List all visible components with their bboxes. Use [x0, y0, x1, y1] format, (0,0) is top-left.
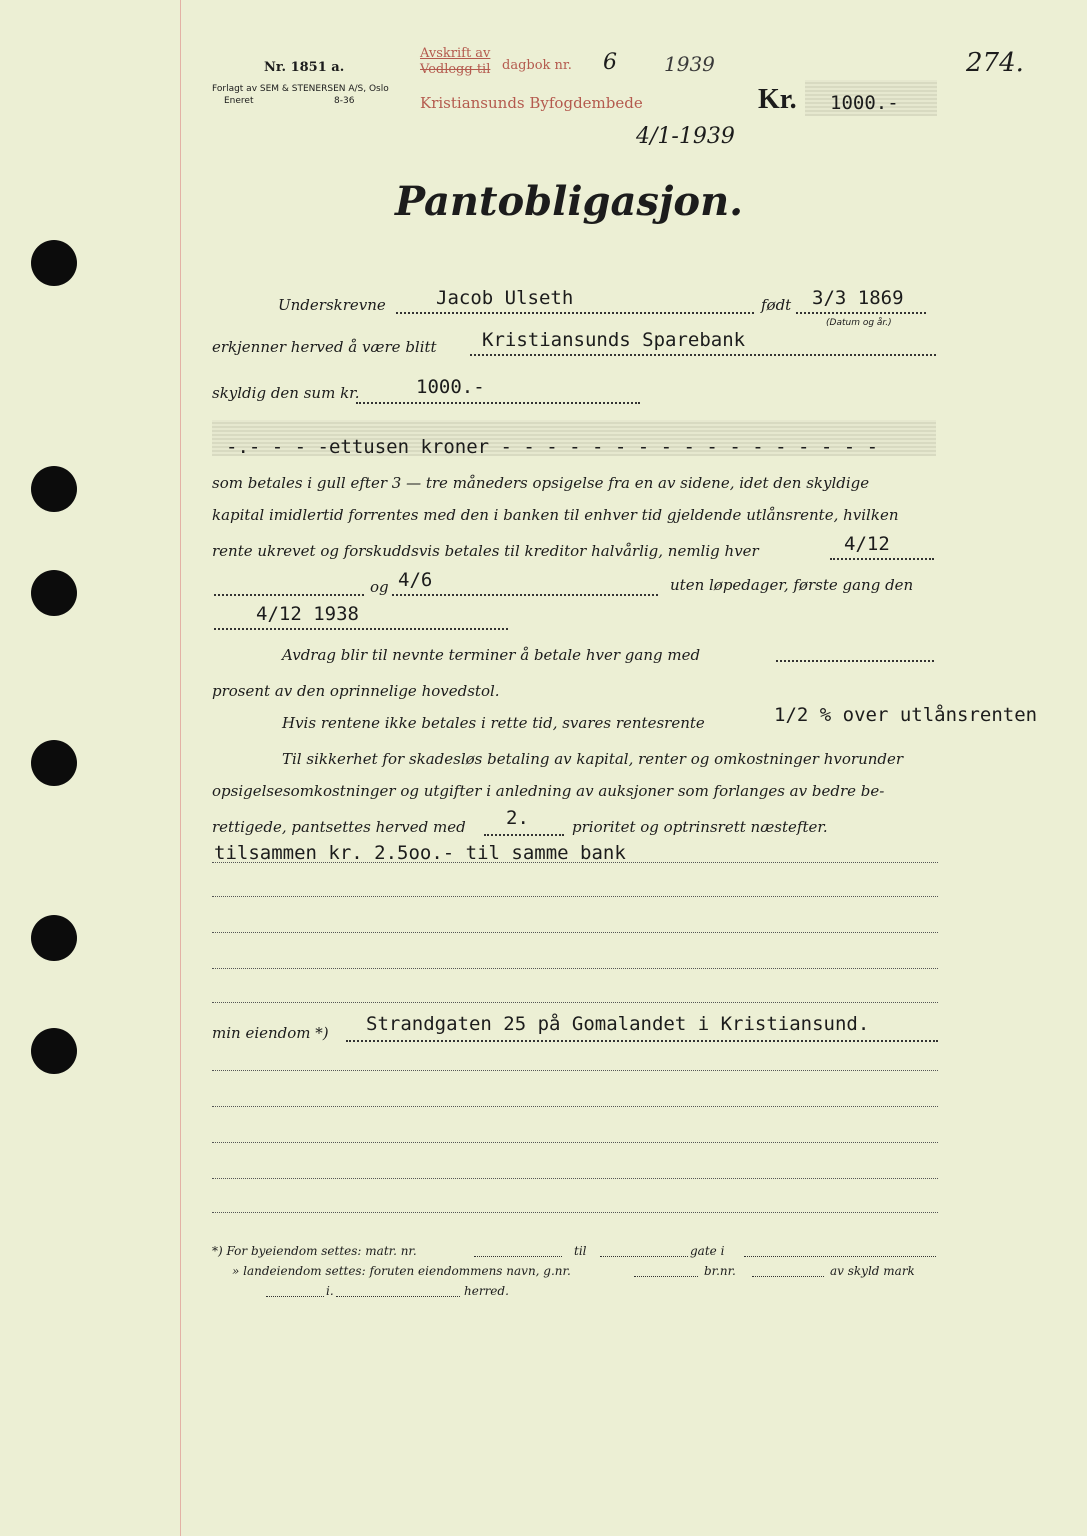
undersigned-value: Jacob Ulseth: [436, 287, 574, 309]
footnote-line-1a: *) For byeiendom settes: matr. nr.: [212, 1244, 417, 1258]
footnote-line-3b: herred.: [464, 1284, 509, 1298]
punch-hole: [31, 240, 77, 286]
punch-hole: [31, 740, 77, 786]
footnote-line-3a: i.: [326, 1284, 334, 1298]
priority-value: 2.: [506, 807, 529, 829]
first-date-value: 4/12 1938: [256, 603, 359, 625]
amount-in-words: -.- - - -ettusen kroner - - - - - - - - - - - - - - - - -: [226, 436, 879, 458]
document-title: Pantobligasjon.: [395, 178, 744, 225]
term-2-value: 4/6: [398, 569, 433, 591]
security-line-3a: rettigede, pantsettes herved med: [212, 818, 466, 836]
extra-line: tilsammen kr. 2.5oo.- til samme bank: [214, 842, 626, 864]
rente-value: 1/2 % over utlånsrenten: [774, 704, 1038, 726]
property-label: min eiendom *): [212, 1024, 329, 1042]
security-line-3b: prioritet og optrinsrett næstefter.: [572, 818, 828, 836]
og-label: og: [370, 578, 389, 596]
body-line-1: som betales i gull efter 3 — tre måneders opsigelse fra en av sidene, idet den skyldige: [212, 474, 870, 492]
born-hint: (Datum og år.): [826, 318, 892, 328]
publisher-line: Forlagt av SEM & STENERSEN A/S, Oslo: [212, 84, 389, 94]
born-value: 3/3 1869: [812, 287, 904, 309]
footnote-line-2a: » landeiendom settes: foruten eiendommens navn, g.nr.: [232, 1264, 571, 1278]
rente-line: Hvis rentene ikke betales i rette tid, svares rentesrente: [282, 714, 705, 732]
handwritten-date: 4/1-1939: [636, 124, 735, 149]
owing-value: 1000.-: [416, 376, 485, 398]
stamp-vedlegg: Vedlegg til: [420, 62, 491, 77]
stamp-office: Kristiansunds Byfogdembede: [420, 94, 643, 112]
property-value: Strandgaten 25 på Gomalandet i Kristiansund.: [366, 1013, 870, 1035]
punch-hole: [31, 466, 77, 512]
kr-amount: 1000.-: [830, 92, 899, 114]
punch-hole: [31, 915, 77, 961]
page-number: 274.: [966, 48, 1024, 78]
body-line-3: rente ukrevet og forskuddsvis betales til kreditor halvårlig, nemlig hver: [212, 542, 759, 560]
term-1-value: 4/12: [844, 533, 890, 555]
publisher-eneret: Eneret: [224, 96, 254, 106]
dagbok-year: 1939: [664, 52, 715, 76]
body-line-4-tail: uten løpedager, første gang den: [670, 576, 914, 594]
footnote-line-1c: gate i: [690, 1244, 725, 1258]
body-line-2: kapital imidlertid forrentes med den i banken til enhver tid gjeldende utlånsrente, hvilken: [212, 506, 899, 524]
stamp-dagbok: dagbok nr.: [502, 58, 572, 73]
dagbok-number: 6: [603, 50, 617, 75]
form-number: Nr. 1851 a.: [264, 60, 345, 75]
undersigned-label: Underskrevne: [278, 296, 386, 314]
stamp-avskrift: Avskrift av: [420, 46, 491, 61]
footnote-line-2c: av skyld mark: [830, 1264, 915, 1278]
avdrag-line: Avdrag blir til nevnte terminer å betale hver gang med: [282, 646, 701, 664]
margin-line: [180, 0, 181, 1536]
punch-hole: [31, 570, 77, 616]
security-line-2: opsigelsesomkostninger og utgifter i anledning av auksjoner som forlanges av bedre be-: [212, 782, 885, 800]
kr-label: Kr.: [758, 84, 797, 115]
acknowledge-label: erkjenner herved å være blitt: [212, 338, 437, 356]
publisher-date: 8-36: [334, 96, 355, 106]
avdrag-line-2: prosent av den oprinnelige hovedstol.: [212, 682, 500, 700]
punch-hole: [31, 1028, 77, 1074]
security-line-1: Til sikkerhet for skadesløs betaling av kapital, renter og omkostninger hvorunder: [282, 750, 904, 768]
born-label: født: [761, 296, 792, 314]
creditor-value: Kristiansunds Sparebank: [482, 329, 746, 351]
footnote-line-1b: til: [574, 1244, 587, 1258]
footnote-line-2b: br.nr.: [704, 1264, 736, 1278]
owing-label: skyldig den sum kr.: [212, 384, 360, 402]
